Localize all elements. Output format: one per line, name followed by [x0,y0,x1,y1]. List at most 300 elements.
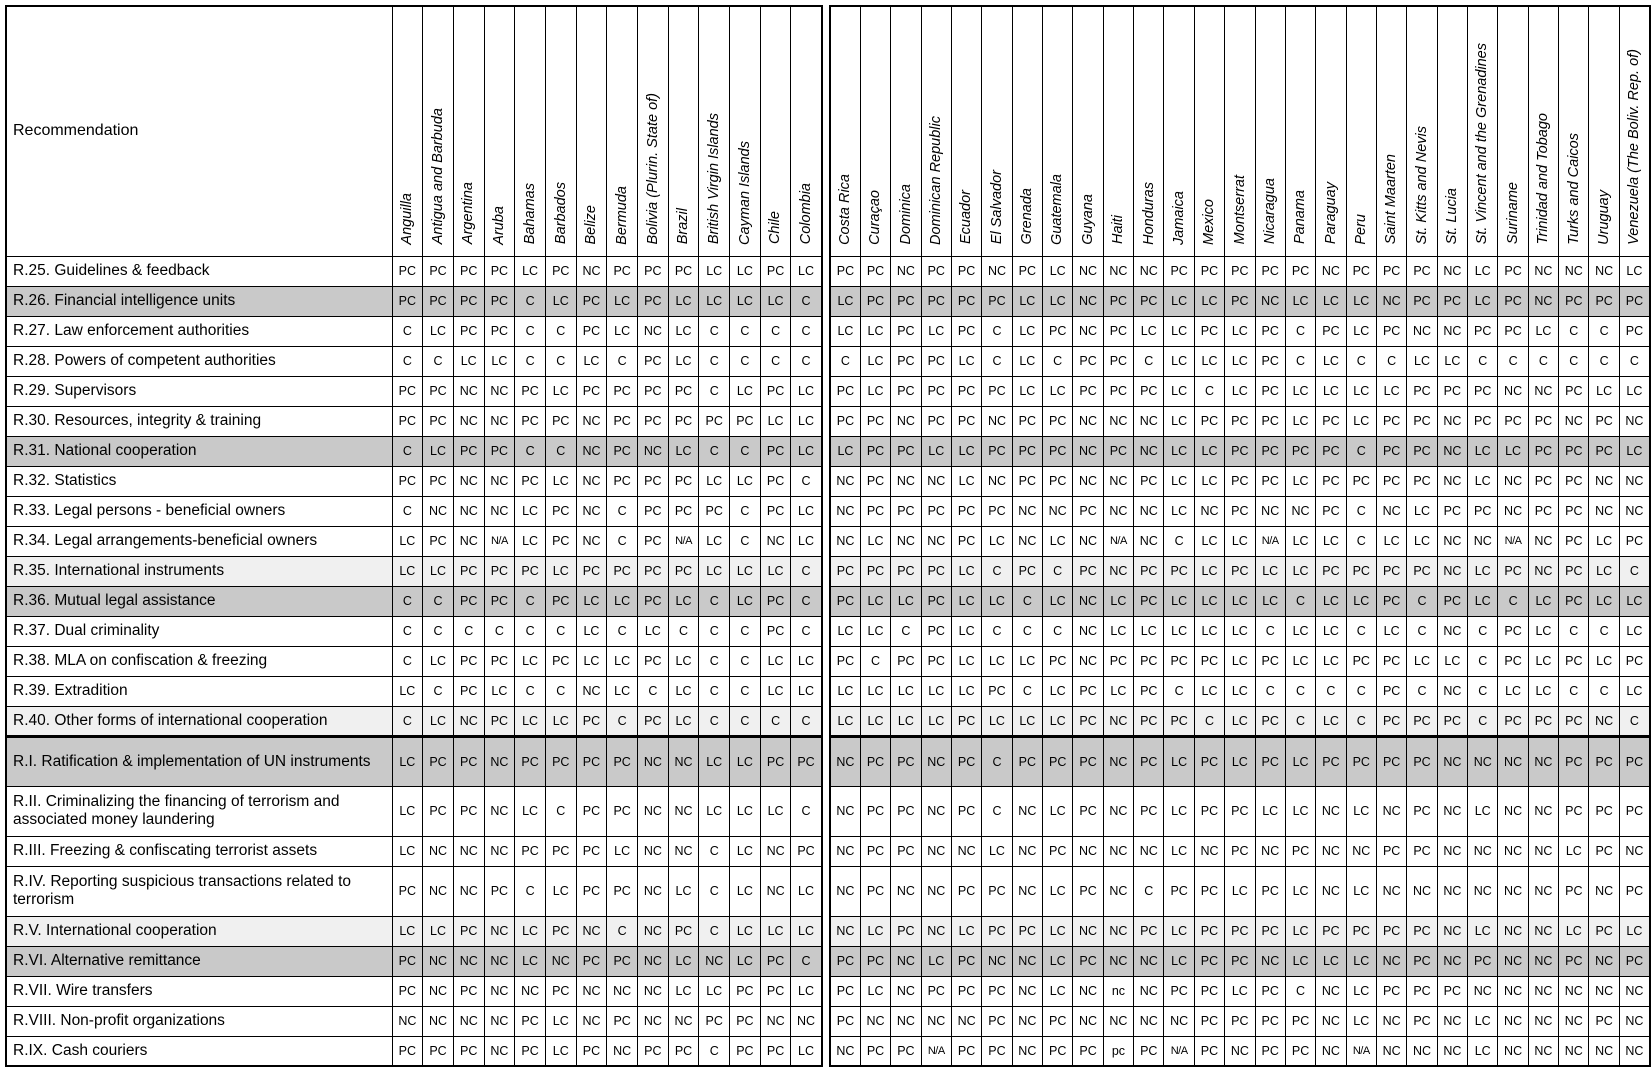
rating-cell: LC [1012,706,1042,736]
rating-cell: LC [1589,526,1619,556]
rating-cell: PC [576,556,607,586]
rating-cell: C [730,346,761,376]
table-row [6,1006,822,1036]
table-row [830,526,1650,556]
rating-cell: NC [830,526,860,556]
rating-cell: NC [1255,286,1285,316]
rating-cell: LC [576,346,607,376]
rating-cell: LC [515,526,546,556]
rating-cell: PC [1407,706,1437,736]
rating-cell: C [1012,586,1042,616]
rating-cell: PC [1407,916,1437,946]
rating-cell: PC [515,376,546,406]
rating-cell: NC [1589,866,1619,916]
rating-cell: LC [860,976,890,1006]
rating-cell: LC [951,346,981,376]
rating-cell: C [699,436,730,466]
rating-cell: LC [791,496,822,526]
recommendation-label: R.28. Powers of competent authorities [6,346,392,376]
rating-cell: NC [830,866,860,916]
rating-cell: NC [921,1006,951,1036]
rating-cell: NC [921,786,951,836]
rating-cell: LC [1559,916,1589,946]
rating-cell: NC [1528,556,1558,586]
rating-cell: LC [1194,286,1224,316]
rating-cell: PC [1376,646,1406,676]
rating-cell: C [545,346,576,376]
country-header [1255,6,1285,256]
rating-cell: NC [982,406,1012,436]
table-row [6,376,822,406]
rating-cell: PC [392,376,423,406]
rating-cell: PC [453,1036,484,1066]
rating-cell: LC [423,646,454,676]
rating-cell: NC [423,976,454,1006]
rating-cell: PC [392,866,423,916]
rating-cell: PC [545,836,576,866]
rating-cell: LC [1225,646,1255,676]
rating-cell: PC [1589,836,1619,866]
rating-cell: PC [1346,256,1376,286]
rating-cell: PC [1043,316,1073,346]
rating-cell: PC [1225,786,1255,836]
rating-cell: C [1468,616,1498,646]
rating-cell: PC [891,436,921,466]
rating-cell: LC [1285,406,1315,436]
rating-cell: C [1043,346,1073,376]
rating-cell: NC [1376,946,1406,976]
country-name: Venezuela (The Boliv. Rep. of) [1626,48,1643,245]
rating-cell: PC [1134,556,1164,586]
rating-cell: PC [1407,406,1437,436]
rating-cell: PC [1225,496,1255,526]
rating-cell: LC [545,376,576,406]
rating-cell: PC [668,916,699,946]
rating-cell: LC [1225,316,1255,346]
table-row [6,1036,822,1066]
rating-cell: PC [453,736,484,786]
rating-cell: PC [1134,916,1164,946]
rating-cell: PC [1194,316,1224,346]
rating-cell: PC [891,316,921,346]
table-row [6,946,822,976]
rating-cell: NC [951,1006,981,1036]
rating-cell: LC [1559,836,1589,866]
rating-cell: NC [921,526,951,556]
country-header [982,6,1012,256]
rating-cell: LC [730,586,761,616]
rating-cell: C [1559,316,1589,346]
rating-cell: PC [515,556,546,586]
rating-cell: LC [392,526,423,556]
rating-cell: C [791,616,822,646]
rating-cell: LC [760,676,791,706]
country-header [1559,6,1589,256]
rating-cell: PC [1619,316,1650,346]
rating-cell: NC [1134,256,1164,286]
rating-cell: NC [1437,256,1467,286]
rating-cell: LC [860,676,890,706]
rating-cell: NC [1619,406,1650,436]
rating-cell: PC [951,256,981,286]
rating-cell: LC [545,866,576,916]
rating-cell: LC [1468,256,1498,286]
rating-cell: PC [515,1036,546,1066]
rating-cell: PC [576,946,607,976]
rating-cell: C [607,616,638,646]
table-row [830,836,1650,866]
rating-cell: PC [1134,646,1164,676]
rating-cell: LC [951,556,981,586]
country-header [515,6,546,256]
country-name: Mexico [1201,198,1218,245]
country-name: British Virgin Islands [705,113,722,245]
rating-cell: PC [1407,836,1437,866]
rating-cell: LC [1225,586,1255,616]
rating-cell: LC [951,646,981,676]
rating-cell: NC [453,706,484,736]
rating-cell: NC [453,376,484,406]
rating-cell: C [699,586,730,616]
rating-cell: LC [1285,466,1315,496]
rating-cell: PC [1437,706,1467,736]
rating-cell: PC [1255,406,1285,436]
rating-cell: NC [1073,616,1103,646]
rating-cell: LC [545,706,576,736]
rating-cell: PC [951,406,981,436]
rating-cell: PC [830,586,860,616]
rating-cell: LC [1225,706,1255,736]
rating-cell: C [699,616,730,646]
rating-cell: LC [1498,676,1528,706]
rating-cell: NC [576,496,607,526]
rating-cell: NC [951,836,981,866]
rating-cell: NC [760,1006,791,1036]
rating-cell: PC [545,406,576,436]
rating-cell: NC [1589,1036,1619,1066]
rating-cell: LC [1043,286,1073,316]
rating-cell: PC [453,556,484,586]
rating-cell: N/A [1255,526,1285,556]
rating-cell: C [730,646,761,676]
rating-cell: PC [1255,706,1285,736]
rating-cell: C [1346,436,1376,466]
rating-cell: LC [730,466,761,496]
rating-cell: PC [576,836,607,866]
rating-cell: NC [484,916,515,946]
rating-cell: LC [668,976,699,1006]
country-name: Guyana [1079,193,1096,245]
rating-cell: NC [1073,586,1103,616]
rating-cell: LC [1316,706,1346,736]
rating-cell: NC [1012,526,1042,556]
rating-cell: NC [1134,1006,1164,1036]
rating-cell: LC [1528,316,1558,346]
rating-cell: PC [1134,466,1164,496]
rating-cell: LC [453,346,484,376]
rating-cell: PC [951,286,981,316]
country-header [423,6,454,256]
rating-cell: C [730,316,761,346]
rating-cell: LC [1255,586,1285,616]
rating-cell: C [760,316,791,346]
rating-cell: C [1012,676,1042,706]
rating-cell: PC [607,866,638,916]
rating-cell: LC [607,646,638,676]
rating-cell: PC [830,256,860,286]
rating-cell: LC [1285,946,1315,976]
rating-cell: PC [392,406,423,436]
rating-cell: NC [1468,736,1498,786]
rating-cell: NC [1103,706,1133,736]
rating-cell: LC [423,316,454,346]
rating-cell: C [1468,346,1498,376]
rating-cell: PC [1073,1036,1103,1066]
rating-cell: PC [453,256,484,286]
rating-cell: LC [1437,346,1467,376]
table-row [830,316,1650,346]
rating-cell: PC [982,916,1012,946]
rating-cell: LC [1346,866,1376,916]
rating-cell: LC [1194,466,1224,496]
rating-cell: PC [1225,1006,1255,1036]
rating-cell: PC [1255,976,1285,1006]
rating-cell: LC [668,316,699,346]
rating-cell: NC [638,866,669,916]
rating-cell: NC [576,406,607,436]
rating-cell: PC [423,1036,454,1066]
rating-cell: LC [951,436,981,466]
rating-cell: PC [1164,646,1194,676]
rating-cell: NC [1498,496,1528,526]
rating-cell: LC [423,706,454,736]
rating-cell: PC [1225,836,1255,866]
rating-cell: NC [982,466,1012,496]
rating-cell: NC [1528,836,1558,866]
rating-cell: C [545,436,576,466]
rating-cell: LC [1316,616,1346,646]
rating-cell: NC [1073,466,1103,496]
rating-cell: PC [423,786,454,836]
rating-cell: C [1589,346,1619,376]
rating-cell: PC [1376,436,1406,466]
rating-cell: PC [1194,866,1224,916]
rating-cell: PC [1225,256,1255,286]
rating-cell: NC [1316,976,1346,1006]
recommendation-label: R.25. Guidelines & feedback [6,256,392,286]
rating-cell: nc [1103,976,1133,1006]
rating-cell: C [515,866,546,916]
rating-cell: LC [576,586,607,616]
table-row [6,556,822,586]
rating-cell: C [699,706,730,736]
country-name: Panama [1292,190,1309,245]
rating-cell: PC [1407,286,1437,316]
rating-cell: PC [699,406,730,436]
rating-cell: PC [760,256,791,286]
rating-cell: LC [951,616,981,646]
rating-cell: PC [760,376,791,406]
rating-cell: NC [921,836,951,866]
rating-cell: NC [576,466,607,496]
rating-cell: PC [1194,1006,1224,1036]
rating-cell: PC [1073,676,1103,706]
rating-cell: NC [1012,786,1042,836]
rating-cell: NC [1134,946,1164,976]
rating-cell: PC [1285,256,1315,286]
rating-cell: NC [1589,466,1619,496]
rating-cell: C [860,646,890,676]
rating-cell: PC [668,406,699,436]
rating-cell: C [730,706,761,736]
rating-cell: LC [791,376,822,406]
rating-cell: C [699,646,730,676]
country-name: Costa Rica [837,173,854,245]
rating-cell: NC [545,946,576,976]
rating-cell: NC [1073,1006,1103,1036]
rating-cell: NC [830,496,860,526]
rating-cell: PC [830,556,860,586]
rating-cell: C [699,1036,730,1066]
rating-cell: N/A [1103,526,1133,556]
rating-cell: PC [545,256,576,286]
rating-cell: NC [891,256,921,286]
rating-cell: NC [760,836,791,866]
rating-cell: LC [1164,286,1194,316]
rating-cell: PC [860,556,890,586]
rating-cell: NC [1376,786,1406,836]
rating-cell: C [453,616,484,646]
rating-cell: PC [760,436,791,466]
rating-cell: PC [1376,976,1406,1006]
rating-cell: PC [860,466,890,496]
rating-cell: PC [951,866,981,916]
rating-cell: C [699,316,730,346]
table-row [6,866,822,916]
rating-cell: NC [760,526,791,556]
rating-cell: LC [1255,786,1285,836]
rating-cell: C [791,706,822,736]
rating-cell: LC [515,946,546,976]
rating-cell: NC [576,256,607,286]
country-header [860,6,890,256]
rating-cell: LC [1528,676,1558,706]
rating-cell: NC [1012,1036,1042,1066]
rating-cell: PC [1255,376,1285,406]
rating-cell: PC [638,256,669,286]
rating-cell: C [1164,526,1194,556]
rating-cell: N/A [921,1036,951,1066]
country-name: Montserrat [1231,175,1248,245]
rating-cell: PC [423,466,454,496]
ratings-table-2 [829,5,1651,1067]
rating-cell: LC [515,706,546,736]
rating-cell: C [791,786,822,836]
rating-cell: NC [1437,836,1467,866]
rating-cell: LC [860,706,890,736]
country-header [760,6,791,256]
country-header [1285,6,1315,256]
table-row [830,346,1650,376]
rating-cell: NC [1316,1036,1346,1066]
rating-cell: PC [951,706,981,736]
rating-cell: PC [515,836,546,866]
rating-cell: NC [1559,976,1589,1006]
rating-cell: PC [1619,786,1650,836]
rating-cell: LC [760,406,791,436]
table-row [830,1036,1650,1066]
rating-cell: PC [1225,436,1255,466]
rating-cell: LC [392,786,423,836]
rating-cell: LC [860,616,890,646]
rating-cell: LC [1316,946,1346,976]
rating-cell: PC [860,436,890,466]
rating-cell: NC [1589,976,1619,1006]
rating-cell: PC [1619,286,1650,316]
rating-cell: PC [760,736,791,786]
country-header [607,6,638,256]
rating-cell: PC [1043,406,1073,436]
rating-cell: PC [607,1006,638,1036]
rating-cell: PC [860,946,890,976]
recommendation-label: R.35. International instruments [6,556,392,586]
rating-cell: C [423,586,454,616]
rating-cell: C [1255,676,1285,706]
rating-cell: NC [453,836,484,866]
rating-cell: NC [668,836,699,866]
table-row [830,496,1650,526]
rating-cell: PC [607,436,638,466]
rating-cell: NC [1589,256,1619,286]
rating-cell: C [392,316,423,346]
rating-cell: PC [1012,556,1042,586]
rating-cell: LC [392,836,423,866]
rating-cell: NC [1012,836,1042,866]
rating-cell: PC [921,496,951,526]
rating-cell: LC [668,866,699,916]
rating-cell: NC [423,836,454,866]
rating-cell: PC [891,286,921,316]
rating-cell: NC [1316,836,1346,866]
rating-cell: PC [515,1006,546,1036]
rating-cell: PC [1225,466,1255,496]
rating-cell: LC [791,676,822,706]
rating-cell: C [982,346,1012,376]
rating-cell: LC [1376,616,1406,646]
rating-cell: PC [730,1006,761,1036]
rating-cell: LC [668,346,699,376]
rating-cell: PC [830,646,860,676]
rating-cell: NC [1619,1006,1650,1036]
rating-cell: PC [860,866,890,916]
table-row [830,286,1650,316]
rating-cell: PC [1255,436,1285,466]
rating-cell: NC [1073,316,1103,346]
rating-cell: PC [453,646,484,676]
rating-cell: PC [1012,406,1042,436]
rating-cell: C [638,676,669,706]
rating-cell: PC [1103,286,1133,316]
rating-cell: PC [951,376,981,406]
rating-cell: LC [1225,866,1255,916]
rating-cell: C [392,706,423,736]
rating-cell: C [1346,706,1376,736]
recommendation-label: R.40. Other forms of international cooperation [6,706,392,736]
table-row [6,786,822,836]
rating-cell: PC [1134,1036,1164,1066]
rating-cell: C [1559,346,1589,376]
rating-cell: LC [1285,526,1315,556]
